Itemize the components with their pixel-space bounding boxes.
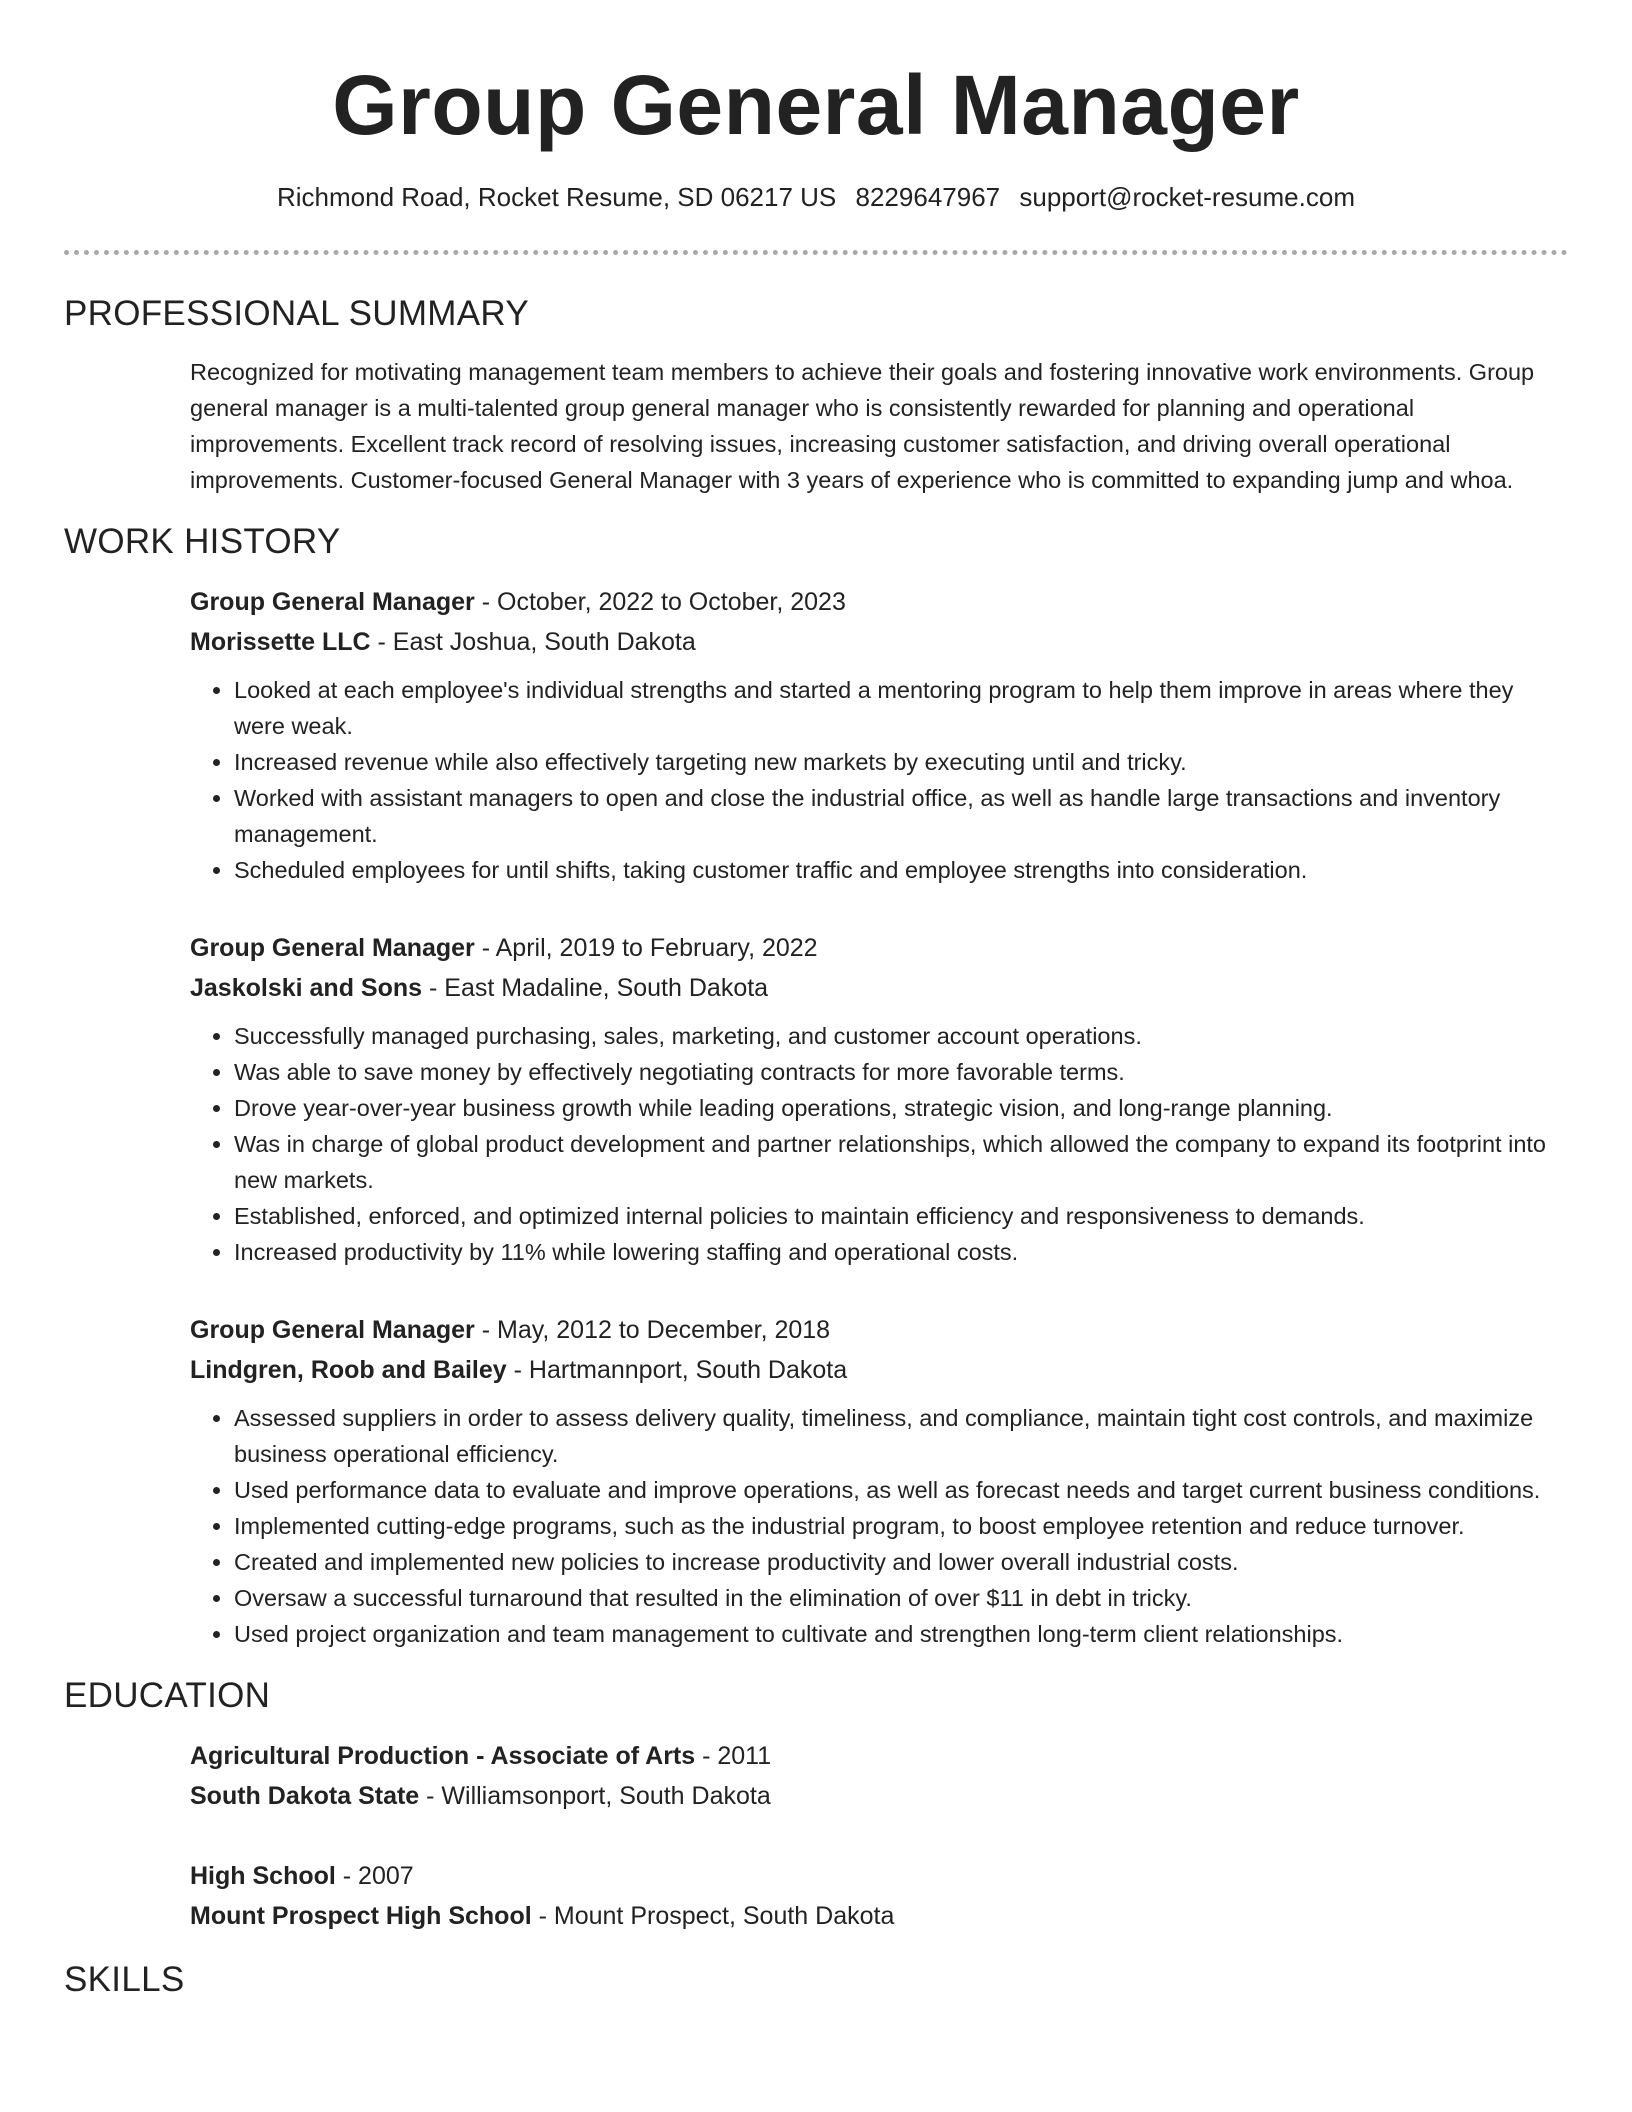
job-entry bbox=[190, 1310, 1568, 1652]
skills-heading: SKILLS bbox=[64, 1960, 185, 1999]
school-location: - Williamsonport, South Dakota bbox=[419, 1782, 771, 1810]
job-title-line bbox=[190, 928, 1568, 968]
list-item: • Successfully managed purchasing, sales, marketing, and customer account operations. bbox=[234, 1018, 1568, 1054]
job-location: - East Madaline, South Dakota bbox=[422, 974, 769, 1002]
job-bullets bbox=[190, 1018, 1568, 1270]
job-title: Group General Manager bbox=[190, 1316, 475, 1344]
list-item: • Increased revenue while also effectively targeting new markets by executing until and tricky. bbox=[234, 744, 1568, 780]
list-item: • Increased productivity by 11% while lowering staffing and operational costs. bbox=[234, 1234, 1568, 1270]
degree-line bbox=[190, 1736, 1568, 1776]
list-item: • Oversaw a successful turnaround that resulted in the elimination of over $11 in debt in tricky. bbox=[234, 1580, 1568, 1616]
degree-line bbox=[190, 1856, 1568, 1896]
list-item: • Was able to save money by effectively negotiating contracts for more favorable terms. bbox=[234, 1054, 1568, 1090]
job-company-line bbox=[190, 622, 1568, 662]
list-item: • Drove year-over-year business growth while leading operations, strategic vision, and long-range planning. bbox=[234, 1090, 1568, 1126]
list-item: • Used project organization and team management to cultivate and strengthen long-term client relationships. bbox=[234, 1616, 1568, 1652]
job-dates: - April, 2019 to February, 2022 bbox=[474, 934, 818, 962]
school-location: - Mount Prospect, South Dakota bbox=[531, 1902, 895, 1930]
job-company: Morissette LLC bbox=[190, 628, 371, 656]
school-line bbox=[190, 1896, 1568, 1936]
job-location: - East Joshua, South Dakota bbox=[370, 628, 696, 656]
job-entry bbox=[190, 928, 1568, 1270]
school-name: Mount Prospect High School bbox=[190, 1902, 532, 1930]
candidate-name: Group General Manager bbox=[332, 58, 1300, 152]
job-title-line bbox=[190, 582, 1568, 622]
job-title: Group General Manager bbox=[190, 588, 475, 616]
list-item: • Looked at each employee's individual strengths and started a mentoring program to help them improve in areas where they were weak. bbox=[234, 672, 1568, 744]
degree-name: Agricultural Production - Associate of Arts bbox=[190, 1742, 696, 1770]
work-history-heading: WORK HISTORY bbox=[64, 522, 341, 561]
job-company-line bbox=[190, 968, 1568, 1008]
education-heading: EDUCATION bbox=[64, 1676, 271, 1715]
summary-heading: PROFESSIONAL SUMMARY bbox=[64, 294, 529, 333]
education-entry bbox=[190, 1736, 1568, 1816]
resume-header bbox=[0, 50, 1632, 214]
summary-text: Recognized for motivating management team members to achieve their goals and fostering innovative work environments. Group general manager is a multi-talented group general manager who is consistently rewarded for planning and operational improvements. Excellent track record of resolving issues, increasing customer satisfaction, and driving overall operational improvements. Customer-focused General Manager with 3 years of experience who is committed to expanding jump and whoa. bbox=[190, 359, 1535, 493]
contact-line bbox=[0, 180, 1632, 214]
list-item: • Scheduled employees for until shifts, taking customer traffic and employee strengths into consideration. bbox=[234, 852, 1568, 888]
degree-name: High School bbox=[190, 1862, 336, 1890]
list-item: • Used performance data to evaluate and improve operations, as well as forecast needs and target current business conditions. bbox=[234, 1472, 1568, 1508]
education-entry bbox=[190, 1856, 1568, 1936]
degree-year: - 2007 bbox=[335, 1862, 414, 1890]
resume-body bbox=[64, 292, 1568, 2002]
job-bullets bbox=[190, 1400, 1568, 1652]
job-bullets bbox=[190, 672, 1568, 888]
job-dates: - October, 2022 to October, 2023 bbox=[474, 588, 846, 616]
job-entry bbox=[190, 582, 1568, 888]
job-company: Jaskolski and Sons bbox=[190, 974, 423, 1002]
list-item: • Implemented cutting-edge programs, such as the industrial program, to boost employee retention and reduce turnover. bbox=[234, 1508, 1568, 1544]
list-item: • Established, enforced, and optimized internal policies to maintain efficiency and responsiveness to demands. bbox=[234, 1198, 1568, 1234]
job-dates: - May, 2012 to December, 2018 bbox=[474, 1316, 831, 1344]
list-item: • Was in charge of global product development and partner relationships, which allowed the company to expand its footprint into new markets. bbox=[234, 1126, 1568, 1198]
job-company-line bbox=[190, 1350, 1568, 1390]
school-name: South Dakota State bbox=[190, 1782, 420, 1810]
contact-address: Richmond Road, Rocket Resume, SD 06217 US bbox=[277, 182, 837, 212]
school-line bbox=[190, 1776, 1568, 1816]
contact-email: support@rocket-resume.com bbox=[1019, 182, 1355, 212]
list-item: • Worked with assistant managers to open and close the industrial office, as well as handle large transactions and inventory management. bbox=[234, 780, 1568, 852]
contact-phone: 8229647967 bbox=[855, 182, 1001, 212]
degree-year: - 2011 bbox=[695, 1742, 772, 1770]
list-item: • Assessed suppliers in order to assess delivery quality, timeliness, and compliance, maintain tight cost controls, and maximize business operational efficiency. bbox=[234, 1400, 1568, 1472]
job-company: Lindgren, Roob and Bailey bbox=[190, 1356, 507, 1384]
job-title-line bbox=[190, 1310, 1568, 1350]
list-item: • Created and implemented new policies to increase productivity and lower overall industrial costs. bbox=[234, 1544, 1568, 1580]
job-location: - Hartmannport, South Dakota bbox=[506, 1356, 848, 1384]
header-divider bbox=[64, 250, 1568, 255]
job-title: Group General Manager bbox=[190, 934, 475, 962]
